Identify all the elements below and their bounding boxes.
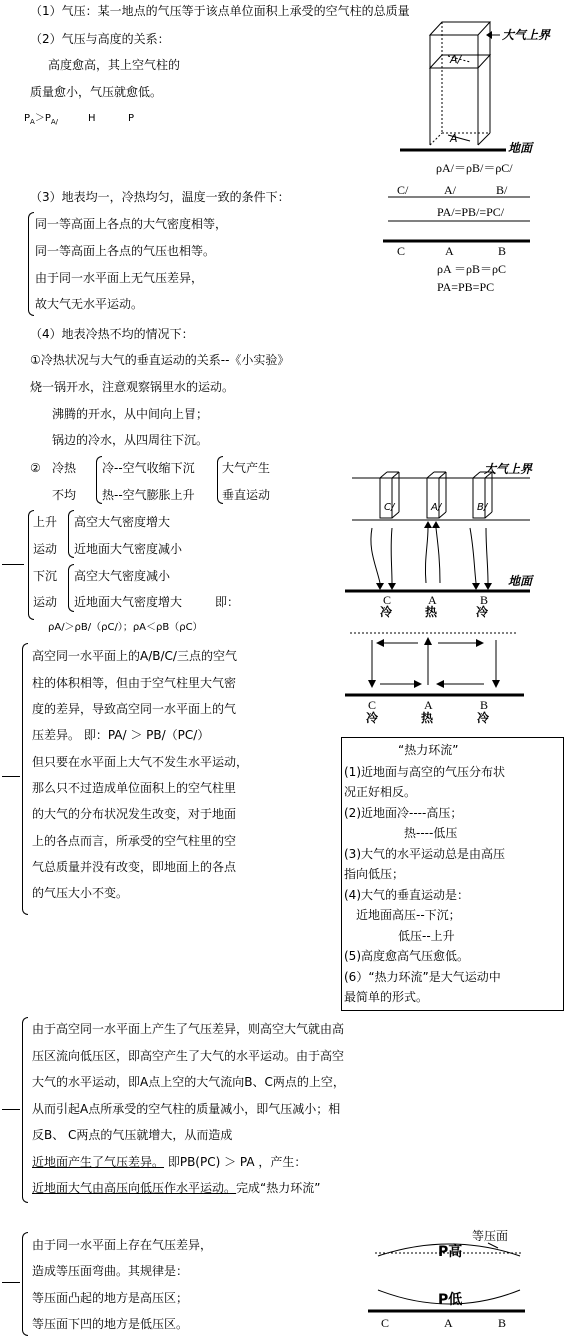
box-line1: (1)近地面与高空的气压分布状	[344, 765, 505, 779]
para6-line4: 从而引起A点所承受的空气柱的质量减小，即气压减小；相	[32, 1102, 341, 1116]
para6-line7-rest: 完成“热力环流”	[236, 1181, 321, 1195]
para5-line3: 度的差异，导致高空同一水平面上的气	[32, 702, 237, 716]
section4-line2: 烧一锅开水，注意观察锅里水的运动。	[30, 380, 235, 394]
para5-line7: 的大气的分布状况发生改变，对于地面	[32, 807, 237, 821]
para6-line6-underlined: 近地面产生了气压差异。	[32, 1155, 165, 1169]
section3-heading: （3）地表均一，冷热均匀，温度一致的条件下：	[30, 190, 290, 204]
sinking-label: 下沉	[33, 569, 58, 583]
para6-line7	[32, 1180, 320, 1196]
box-title: “热力环流”	[398, 743, 459, 757]
p-high-label: P高	[438, 1244, 463, 1260]
fig3-a: A	[424, 698, 433, 712]
line-mass-smaller: 质量愈小，气压就愈低。	[30, 85, 163, 99]
pressure-equal-ground: PA=PB=PC	[437, 280, 495, 294]
fig4-a: A	[444, 1316, 453, 1330]
ground-label-1: 地面	[508, 141, 533, 155]
fig2-c: C	[383, 593, 392, 607]
fig3-cold-1: 冷	[366, 711, 379, 725]
a-prime-box: A/	[431, 502, 442, 513]
vertical-motion: 垂直运动	[222, 488, 271, 502]
density-equal-high: ρA/＝ρB/＝ρC/	[436, 161, 513, 175]
upper-atmosphere-label: 大气上界	[502, 28, 551, 42]
line-pressure-height: （2）气压与高度的关系：	[30, 32, 170, 46]
motion-label-1: 运动	[33, 542, 58, 556]
section4-heading: （4）地表冷热不均的情况下：	[30, 327, 194, 341]
para6-line7-underlined: 近地面大气由高压向低压作水平运动。	[32, 1181, 237, 1195]
box-line12: 最简单的形式。	[344, 990, 429, 1004]
section4-line3: 沸腾的开水，从中间向上冒；	[52, 407, 209, 421]
para6-line5: 反B、 C两点的气压就增大，从而造成	[32, 1128, 233, 1142]
fig4-c: C	[381, 1316, 390, 1330]
box-line9: 低压--上升	[398, 929, 455, 943]
rising-label: 上升	[33, 515, 58, 529]
ground-label-2: 地面	[508, 574, 533, 588]
a-prime-label-2: A/	[444, 183, 456, 197]
a-label: A	[445, 244, 454, 258]
line-height-higher: 高度愈高，其上空气柱的	[48, 58, 181, 72]
section3-line4: 故大气无水平运动。	[35, 297, 144, 311]
para6-line6	[32, 1154, 306, 1170]
ji-label: 即：	[215, 595, 240, 609]
para7-line3: 等压面凸起的地方是高压区；	[32, 1291, 189, 1305]
box-line8: 近地面高压--下沉；	[356, 908, 461, 922]
sinking-detail-2: 近地面大气密度增大	[74, 595, 183, 609]
a-prime-label: A/	[450, 53, 462, 66]
fig2-hot: 热	[425, 605, 438, 619]
c-prime-box: C/	[384, 502, 395, 513]
box-line7: (4)大气的垂直运动是：	[344, 888, 469, 902]
p-low-label: P低	[438, 1292, 463, 1308]
box-line6: 指向低压；	[344, 867, 405, 881]
section3-line2: 同一等高面上各点的气压也相等。	[35, 244, 216, 258]
pressure-equal-high: PA/=PB/=PC/	[437, 205, 505, 219]
h-label: H	[88, 113, 96, 124]
pa-gt-pa-prime: $P_A>P_{A/}$	[24, 113, 59, 126]
upper-atmosphere-label-2: 大气上界	[484, 462, 533, 476]
cold-sinking: 冷--空气收缩下沉	[102, 461, 195, 475]
rising-detail-2: 近地面大气密度减小	[74, 542, 183, 556]
fig2-cold-2: 冷	[476, 605, 489, 619]
box-line5: (3)大气的水平运动总是由高压	[344, 847, 505, 861]
bujun-label: 不均	[52, 488, 77, 502]
motion-label-2: 运动	[33, 595, 58, 609]
section4-line4: 锅边的冷水，从四周往下沉。	[52, 433, 209, 447]
para5-line8: 上的各点而言，所承受的空气柱里的空	[32, 834, 237, 848]
fig3-c: C	[368, 698, 377, 712]
circled-two: ②	[30, 461, 41, 475]
box-line10: (5)高度愈高气压愈低。	[344, 949, 469, 963]
para5-brace	[22, 643, 28, 915]
density-equal-ground: ρA ＝ρB＝ρC	[437, 262, 506, 276]
box-line4: 热----低压	[404, 826, 458, 840]
para5-line1: 高空同一水平面上的A/B/C/三点的空气	[32, 649, 237, 663]
fig2-cold-1: 冷	[380, 605, 393, 619]
p-label: P	[128, 113, 135, 124]
density-relation: ρA/＞ρB/（ρC/）；ρA＜ρB（ρC）	[48, 622, 203, 633]
para5-line4: 压差异。 即：PA/ ＞ PB/（PC/）	[32, 728, 210, 742]
para6-line1: 由于高空同一水平面上产生了气压差异，则高空大气就由高	[32, 1022, 345, 1036]
fig3-hot: 热	[421, 711, 434, 725]
fig3-b: B	[480, 698, 489, 712]
c-prime-label: C/	[397, 183, 409, 197]
para6-brace	[22, 1017, 28, 1203]
fig4-b: B	[498, 1316, 507, 1330]
sinking-detail-1: 高空大气密度减小	[74, 569, 171, 583]
a-label-column: A	[450, 132, 458, 145]
para7-arrow	[2, 1282, 20, 1283]
line-pressure-definition: （1）气压：某一地点的气压等于该点单位面积上承受的空气柱的总质量	[30, 4, 410, 18]
box-line3: (2)近地面冷----高压；	[344, 806, 463, 820]
para5-line6: 那么只不过造成单位面积上的空气柱里	[32, 781, 237, 795]
para5-line5: 但只要在水平面上大气不发生水平运动，	[32, 755, 249, 769]
para5-line9: 气总质量并没有改变，即地面上的各点	[32, 860, 237, 874]
box-line2: 况正好相反。	[344, 785, 417, 799]
para6-line3: 大气的水平运动，即A点上空的大气流向B、C两点的上空，	[32, 1075, 345, 1089]
fig2-b: B	[480, 593, 489, 607]
para7-line4: 等压面下凹的地方是低压区。	[32, 1317, 189, 1331]
para6-arrow	[2, 1109, 20, 1110]
isobar-label: 等压面	[472, 1229, 509, 1243]
section4-line1: ①冷热状况与大气的垂直运动的关系--《小实验》	[30, 353, 290, 367]
rising-detail-1: 高空大气密度增大	[74, 515, 171, 529]
para6-line6-rest: 即PB(PC) ＞ PA ，产生：	[164, 1155, 307, 1169]
section3-line3: 由于同一水平面上无气压差异，	[35, 271, 204, 285]
fig2-a: A	[428, 593, 437, 607]
fig3-cold-2: 冷	[477, 711, 490, 725]
box-line11: (6）“热力环流”是大气运动中	[344, 970, 501, 984]
hot-rising: 热--空气膨胀上升	[102, 488, 195, 502]
para5-line10: 的气压大小不变。	[32, 886, 129, 900]
b-prime-box: B/	[477, 502, 488, 513]
b-prime-label: B/	[496, 183, 508, 197]
para7-brace	[22, 1232, 28, 1336]
para7-line2: 造成等压面弯曲。其规律是：	[32, 1264, 189, 1278]
para5-line2: 柱的体积相等，但由于空气柱里大气密	[32, 676, 237, 690]
b-label: B	[498, 244, 507, 258]
para6-line2: 压区流向低压区，即高空产生了大气的水平运动。由于高空	[32, 1049, 345, 1063]
para7-line1: 由于同一水平面上存在气压差异，	[32, 1238, 213, 1252]
atmosphere-produces: 大气产生	[222, 461, 271, 475]
para5-arrow	[2, 776, 20, 777]
section3-line1: 同一等高面上各点的大气密度相等，	[35, 217, 228, 231]
lengre-label: 冷热	[52, 461, 77, 475]
c-label: C	[397, 244, 406, 258]
